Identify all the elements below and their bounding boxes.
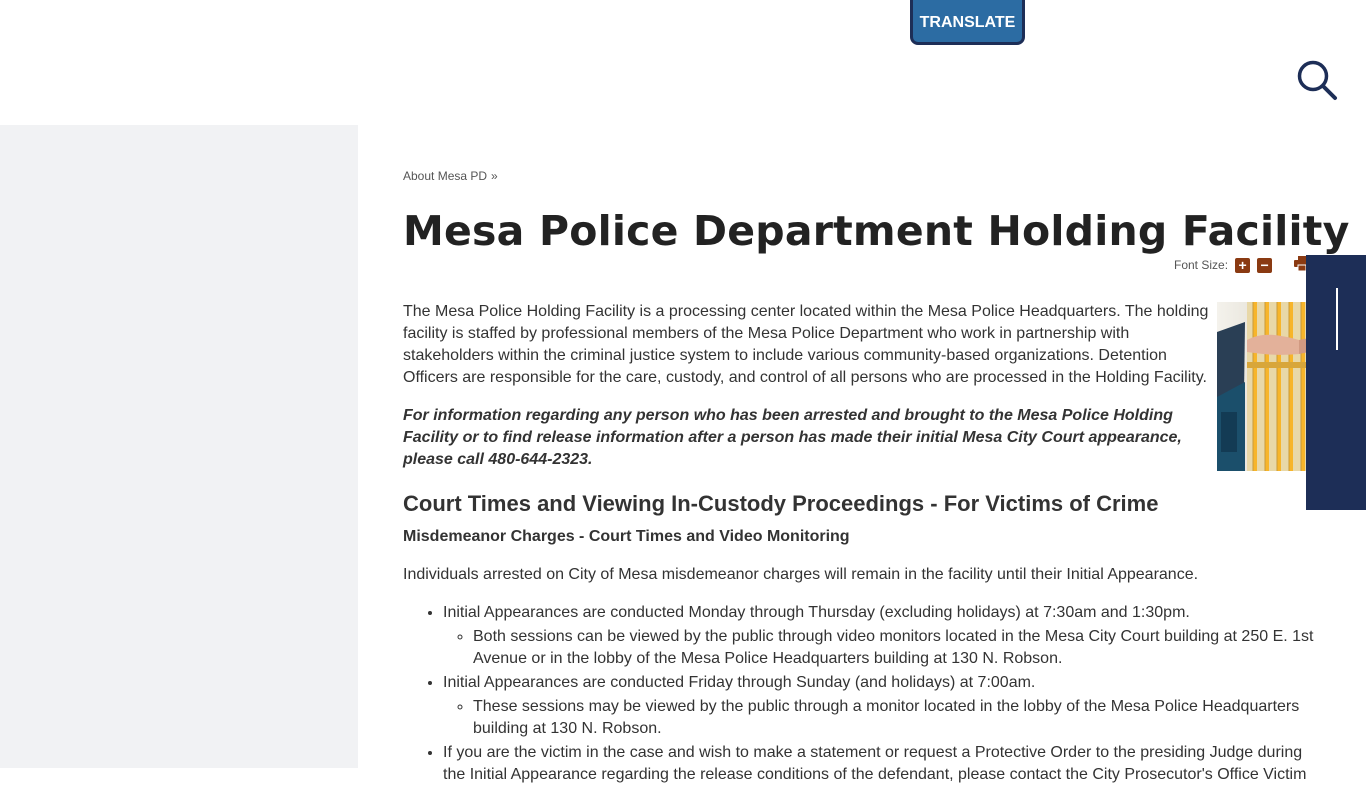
breadcrumb-link-about[interactable]: About Mesa PD [403, 169, 488, 183]
article-body [403, 301, 1328, 786]
sub-list-item: ◦ Both sessions can be viewed by the public through video monitors located in the Mesa City Court building at 250 E. 1st Avenue or in the lobby of the Mesa Police Headquarters building at 130 N. Robson. [473, 626, 1328, 670]
left-sidebar [0, 125, 358, 768]
list-item-text: Initial Appearances are conducted Friday through Sunday (and holidays) at 7:00am. [443, 674, 1036, 691]
tab-divider-line [1336, 288, 1338, 350]
i-want-to-tab[interactable] [1306, 255, 1366, 670]
list-item: • If you are the victim in the case and wish to make a statement or request a Protective Order to the presiding Judge during the Initial Appearance regarding the release conditions of the defendant, please contact the City Prosecutor's Office Victim [443, 742, 1328, 786]
section-heading: Court Times and Viewing In-Custody Proceedings - For Victims of Crime [403, 491, 1159, 516]
holding-facility-photo [1217, 302, 1309, 471]
translate-button[interactable]: TRANSLATE [910, 0, 1025, 45]
list-item [443, 602, 1328, 670]
search-icon[interactable] [1296, 59, 1338, 101]
font-size-tools [1174, 256, 1310, 274]
sub-list [443, 626, 1328, 670]
contact-notice: For information regarding any person who has been arrested and brought to the Mesa Police Holding Facility or to find release information after a person has made their initial Mesa City Court appearance, please call 480-644-2323. [403, 407, 1182, 468]
appearance-list [403, 602, 1328, 786]
list-item [443, 672, 1328, 740]
breadcrumb [403, 169, 498, 183]
plus-icon[interactable]: + [1235, 258, 1250, 273]
font-size-label: Font Size: [1174, 258, 1229, 272]
list-item-text: Initial Appearances are conducted Monday through Thursday (excluding holidays) at 7:30am and 1:30pm. [443, 604, 1190, 621]
page-title: Mesa Police Department Holding Facility [403, 207, 1350, 255]
sub-heading: Misdemeanor Charges - Court Times and Video Monitoring [403, 528, 850, 545]
i-want-to-label: I Want To [1322, 568, 1345, 670]
breadcrumb-separator: » [491, 169, 498, 183]
sub-list-item: ◦ These sessions may be viewed by the public through a monitor located in the lobby of the Mesa Police Headquarters building at 130 N. Robson. [473, 696, 1328, 740]
sub-list [443, 696, 1328, 740]
body-paragraph: Individuals arrested on City of Mesa misdemeanor charges will remain in the facility until their Initial Appearance. [403, 566, 1199, 583]
intro-paragraph: The Mesa Police Holding Facility is a processing center located within the Mesa Police Headquarters. The holding facility is staffed by professional members of the Mesa Police Department who work in partnership with stakeholders within the criminal justice system to include various community-based organizations. Detention Officers are responsible for the care, custody, and control of all persons who are processed in the Holding Facility. [403, 303, 1209, 386]
minus-icon[interactable]: − [1257, 258, 1272, 273]
